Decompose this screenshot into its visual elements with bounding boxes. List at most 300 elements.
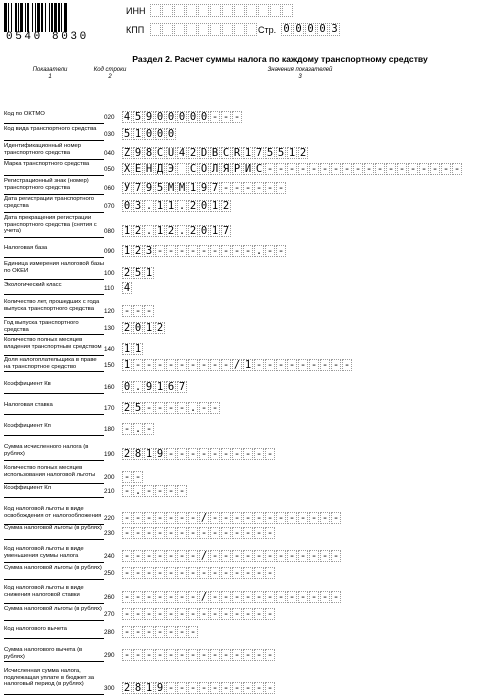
row-label: Количество полных месяцев владения транспортным средством (4, 337, 104, 356)
char-cell: - (123, 470, 131, 483)
table-row (0, 485, 485, 497)
col-code: Код строки 2 (93, 67, 127, 80)
row-label: Код налоговой льготы в виде уменьшения суммы налога (4, 546, 104, 563)
char-cell: - (145, 526, 153, 539)
row-value-cells[interactable] (122, 267, 155, 279)
char-cell: 2 (156, 321, 164, 334)
char-cell: - (321, 358, 329, 371)
char-cell: - (200, 681, 208, 694)
char-cell: - (233, 607, 241, 620)
char-cell: 3 (134, 199, 142, 212)
char-cell: С (189, 162, 197, 175)
table-row (0, 357, 485, 371)
char-cell: . (178, 199, 186, 212)
char-cell: - (266, 648, 274, 661)
row-code: 180 (104, 426, 115, 433)
char-cell: 7 (211, 181, 219, 194)
char-cell: - (156, 625, 164, 638)
row-label: Регистрационный знак (номер) транспортного средства (4, 178, 104, 195)
char-cell (186, 4, 197, 17)
row-label: Код налогового вычета (4, 626, 104, 639)
char-cell: - (189, 244, 197, 257)
char-cell: - (178, 447, 186, 460)
row-label: Налоговая ставка (4, 402, 104, 415)
row-value-cells[interactable] (122, 182, 287, 194)
char-cell: - (167, 590, 175, 603)
char-cell: 0 (200, 199, 208, 212)
char-cell: . (255, 244, 263, 257)
row-value-cells[interactable] (122, 245, 287, 257)
char-cell (210, 4, 221, 17)
char-cell: - (123, 526, 131, 539)
row-label: Год выпуска транспортного средства (4, 320, 104, 335)
char-cell: - (167, 401, 175, 414)
row-value-cells[interactable] (122, 381, 188, 393)
row-value-cells[interactable] (122, 626, 199, 638)
char-cell: . (134, 380, 142, 393)
char-cell: Д (156, 162, 164, 175)
char-cell: - (200, 401, 208, 414)
char-cell: - (178, 607, 186, 620)
row-code: 100 (104, 270, 115, 277)
char-cell: - (288, 549, 296, 562)
char-cell: 0 (178, 110, 186, 123)
row-label: Код налоговой льготы в виде снижения налоговой ставки (4, 585, 104, 604)
char-cell: - (134, 625, 142, 638)
char-cell: - (222, 526, 230, 539)
char-cell: - (266, 549, 274, 562)
kpp-cells[interactable] (150, 23, 258, 36)
char-cell: Я (222, 162, 230, 175)
char-cell: 2 (123, 681, 131, 694)
table-row (0, 161, 485, 175)
row-label: Коэффициент Кп (4, 423, 104, 436)
char-cell: - (211, 549, 219, 562)
char-cell: 1 (156, 199, 164, 212)
char-cell: 1 (244, 146, 252, 159)
char-cell: - (343, 162, 351, 175)
row-label: Идентификационный номер транспортного средства (4, 143, 104, 160)
char-cell: - (387, 162, 395, 175)
row-value-cells[interactable] (122, 225, 232, 237)
char-cell: Х (123, 162, 131, 175)
table-row (0, 606, 485, 620)
char-cell: 0 (167, 127, 175, 140)
char-cell: - (200, 526, 208, 539)
table-row (0, 402, 485, 414)
char-cell: - (233, 110, 241, 123)
row-value-cells[interactable] (122, 111, 243, 123)
char-cell: - (156, 549, 164, 562)
char-cell: 7 (222, 224, 230, 237)
char-cell: - (167, 484, 175, 497)
char-cell (234, 23, 245, 36)
char-cell: - (299, 511, 307, 524)
char-cell: C (222, 146, 230, 159)
char-cell: - (244, 607, 252, 620)
char-cell: - (244, 681, 252, 694)
barcode-icon (4, 3, 92, 32)
char-cell: 1 (156, 224, 164, 237)
char-cell: 2 (189, 146, 197, 159)
char-cell: 0 (145, 127, 153, 140)
row-code: 020 (104, 114, 115, 121)
char-cell: - (178, 648, 186, 661)
char-cell: 0 (123, 380, 131, 393)
char-cell: 5 (266, 146, 274, 159)
char-cell: 5 (123, 127, 131, 140)
char-cell: - (233, 549, 241, 562)
row-code: 070 (104, 203, 115, 210)
table-row (0, 196, 485, 212)
char-cell (222, 4, 233, 17)
char-cell: 7 (134, 181, 142, 194)
char-cell (174, 23, 185, 36)
row-value-cells[interactable] (122, 527, 276, 539)
char-cell: 0 (293, 23, 304, 36)
char-cell: - (233, 447, 241, 460)
char-cell: - (222, 181, 230, 194)
row-label: Код по ОКТМО (4, 111, 104, 124)
char-cell: - (145, 358, 153, 371)
char-cell: - (266, 566, 274, 579)
char-cell: . (178, 224, 186, 237)
char-cell: - (266, 447, 274, 460)
char-cell: 9 (200, 181, 208, 194)
char-cell: B (211, 146, 219, 159)
char-cell: - (167, 447, 175, 460)
char-cell: - (200, 447, 208, 460)
char-cell: - (244, 590, 252, 603)
char-cell: - (178, 526, 186, 539)
char-cell: 1 (145, 447, 153, 460)
char-cell (177, 163, 187, 175)
char-cell: 1 (211, 199, 219, 212)
char-cell: - (288, 162, 296, 175)
row-code: 220 (104, 515, 115, 522)
char-cell: - (255, 447, 263, 460)
char-cell: - (332, 162, 340, 175)
char-cell: - (123, 607, 131, 620)
row-value-cells[interactable] (122, 485, 188, 497)
char-cell: . (134, 422, 142, 435)
row-code: 250 (104, 570, 115, 577)
char-cell: 8 (145, 146, 153, 159)
char-cell: 7 (255, 146, 263, 159)
char-cell: - (266, 590, 274, 603)
table-row (0, 565, 485, 579)
char-cell: 0 (200, 224, 208, 237)
char-cell: 1 (167, 199, 175, 212)
row-value-cells[interactable] (122, 591, 342, 603)
char-cell: - (222, 358, 230, 371)
row-label: Коэффициент Кв (4, 381, 104, 394)
row-value-cells[interactable] (122, 512, 342, 524)
char-cell: 9 (145, 181, 153, 194)
row-value-cells[interactable] (122, 448, 276, 460)
char-cell: 1 (244, 358, 252, 371)
row-label: Доля налогоплательщика в праве на транспортное средство (4, 357, 104, 372)
char-cell: - (189, 526, 197, 539)
char-cell: - (431, 162, 439, 175)
char-cell: - (189, 447, 197, 460)
char-cell: - (189, 681, 197, 694)
char-cell: - (310, 162, 318, 175)
char-cell: - (376, 162, 384, 175)
row-code: 150 (104, 362, 115, 369)
row-value-cells[interactable] (122, 359, 353, 371)
char-cell: - (167, 358, 175, 371)
char-cell: - (244, 566, 252, 579)
char-cell: М (167, 181, 175, 194)
row-value-cells[interactable] (122, 200, 232, 212)
char-cell: - (222, 244, 230, 257)
char-cell: - (167, 244, 175, 257)
char-cell: - (200, 607, 208, 620)
char-cell: - (299, 358, 307, 371)
char-cell: - (178, 625, 186, 638)
table-row (0, 546, 485, 562)
char-cell: 2 (167, 224, 175, 237)
table-row (0, 337, 485, 355)
row-value-cells[interactable] (122, 343, 144, 355)
char-cell: 2 (134, 244, 142, 257)
table-row (0, 282, 485, 294)
char-cell: С (255, 162, 263, 175)
char-cell: D (200, 146, 208, 159)
row-value-cells[interactable] (122, 682, 276, 694)
row-code: 110 (104, 285, 115, 292)
char-cell: - (321, 511, 329, 524)
char-cell: - (255, 648, 263, 661)
char-cell: 5 (134, 110, 142, 123)
char-cell: - (145, 304, 153, 317)
char-cell (150, 23, 161, 36)
char-cell: - (145, 401, 153, 414)
kpp-label: КПП (126, 25, 145, 35)
char-cell: - (134, 304, 142, 317)
char-cell: - (167, 549, 175, 562)
row-value-cells[interactable] (122, 163, 463, 175)
char-cell: 9 (156, 447, 164, 460)
char-cell: - (409, 162, 417, 175)
char-cell: - (453, 162, 461, 175)
char-cell: - (321, 162, 329, 175)
table-row (0, 126, 485, 140)
row-value-cells[interactable] (122, 471, 144, 483)
char-cell: - (156, 401, 164, 414)
char-cell: 3 (329, 23, 340, 36)
row-label: Налоговая база (4, 245, 104, 258)
row-code: 190 (104, 451, 115, 458)
char-cell: - (145, 511, 153, 524)
char-cell: - (156, 358, 164, 371)
char-cell: Р (233, 162, 241, 175)
table-row (0, 668, 485, 694)
char-cell: - (255, 681, 263, 694)
char-cell: R (233, 146, 241, 159)
char-cell: - (332, 511, 340, 524)
char-cell: - (123, 625, 131, 638)
char-cell: - (299, 162, 307, 175)
char-cell: - (167, 625, 175, 638)
table-row (0, 320, 485, 334)
char-cell: 1 (145, 681, 153, 694)
row-label: Сумма налоговой льготы (в рублях) (4, 525, 104, 540)
char-cell: - (233, 244, 241, 257)
char-cell: 1 (211, 224, 219, 237)
table-row (0, 143, 485, 159)
table-row (0, 423, 485, 435)
char-cell: - (178, 401, 186, 414)
char-cell: - (222, 648, 230, 661)
char-cell: - (299, 549, 307, 562)
char-cell: - (134, 648, 142, 661)
char-cell: - (222, 447, 230, 460)
char-cell: - (145, 607, 153, 620)
row-code: 170 (104, 405, 115, 412)
char-cell (282, 4, 293, 17)
char-cell: Н (145, 162, 153, 175)
table-row (0, 215, 485, 237)
char-cell: - (266, 181, 274, 194)
char-cell: 1 (123, 244, 131, 257)
char-cell: . (145, 199, 153, 212)
char-cell: 4 (178, 146, 186, 159)
char-cell: Z (123, 146, 131, 159)
char-cell: - (211, 648, 219, 661)
char-cell: 6 (167, 380, 175, 393)
char-cell: - (156, 244, 164, 257)
row-code: 040 (104, 150, 115, 157)
char-cell: - (288, 511, 296, 524)
char-cell: - (288, 358, 296, 371)
table-row (0, 178, 485, 194)
row-value-cells[interactable] (122, 128, 177, 140)
char-cell: 5 (277, 146, 285, 159)
char-cell: 0 (305, 23, 316, 36)
char-cell: - (211, 401, 219, 414)
char-cell: - (233, 566, 241, 579)
char-cell: - (123, 590, 131, 603)
char-cell: - (167, 648, 175, 661)
char-cell: - (288, 590, 296, 603)
table-row (0, 585, 485, 603)
row-code: 120 (104, 308, 115, 315)
page-label: Стр. (258, 25, 277, 35)
row-code: 210 (104, 488, 115, 495)
char-cell: - (332, 358, 340, 371)
row-value-cells[interactable] (122, 402, 221, 414)
inn-cells[interactable] (150, 4, 294, 17)
row-value-cells[interactable] (122, 423, 155, 435)
char-cell: - (266, 526, 274, 539)
char-cell: - (277, 590, 285, 603)
char-cell: - (167, 607, 175, 620)
row-label: Коэффициент Кл (4, 485, 104, 498)
char-cell (258, 4, 269, 17)
char-cell: . (145, 224, 153, 237)
row-code: 300 (104, 685, 115, 692)
char-cell: - (178, 511, 186, 524)
char-cell: М (178, 181, 186, 194)
char-cell: 3 (145, 244, 153, 257)
row-value-cells[interactable] (122, 567, 276, 579)
char-cell (270, 4, 281, 17)
char-cell: - (134, 526, 142, 539)
char-cell: - (233, 590, 241, 603)
char-cell: - (145, 549, 153, 562)
char-cell: - (321, 549, 329, 562)
char-cell: - (145, 648, 153, 661)
char-cell: - (156, 607, 164, 620)
row-value-cells[interactable] (122, 282, 133, 294)
row-value-cells[interactable] (122, 649, 276, 661)
char-cell: 1 (123, 342, 131, 355)
char-cell: - (178, 358, 186, 371)
col-values: Значения показателей 3 (267, 67, 333, 80)
table-row (0, 111, 485, 123)
char-cell: 2 (222, 199, 230, 212)
section-title: Раздел 2. Расчет суммы налога по каждому транспортному средству (132, 54, 428, 64)
char-cell: 2 (134, 224, 142, 237)
row-value-cells[interactable] (122, 147, 309, 159)
row-value-cells[interactable] (122, 608, 276, 620)
char-cell: 0 (123, 199, 131, 212)
char-cell: - (321, 590, 329, 603)
char-cell: Е (134, 162, 142, 175)
char-cell: - (233, 648, 241, 661)
char-cell: - (189, 549, 197, 562)
col-indicators: Показатели 1 (32, 67, 68, 80)
char-cell (162, 4, 173, 17)
row-value-cells[interactable] (122, 322, 166, 334)
barcode-digits: 0540 8030 (6, 31, 89, 43)
char-cell: - (222, 566, 230, 579)
char-cell (198, 23, 209, 36)
char-cell: - (167, 526, 175, 539)
char-cell: - (277, 549, 285, 562)
char-cell: - (255, 549, 263, 562)
row-value-cells[interactable] (122, 550, 342, 562)
char-cell: 0 (189, 110, 197, 123)
char-cell: - (222, 110, 230, 123)
table-row (0, 444, 485, 460)
row-code: 090 (104, 248, 115, 255)
char-cell: - (255, 358, 263, 371)
table-row (0, 381, 485, 393)
char-cell: - (178, 590, 186, 603)
char-cell: - (310, 590, 318, 603)
char-cell: Э (167, 162, 175, 175)
char-cell: 0 (134, 321, 142, 334)
char-cell: - (211, 566, 219, 579)
char-cell: - (123, 422, 131, 435)
row-code: 130 (104, 325, 115, 332)
char-cell: 9 (134, 146, 142, 159)
char-cell: 1 (145, 266, 153, 279)
char-cell (186, 23, 197, 36)
char-cell: - (134, 511, 142, 524)
char-cell: - (156, 590, 164, 603)
char-cell: - (442, 162, 450, 175)
char-cell: У (123, 181, 131, 194)
char-cell: 1 (189, 181, 197, 194)
char-cell: - (156, 648, 164, 661)
row-value-cells[interactable] (122, 305, 155, 317)
char-cell: - (167, 566, 175, 579)
char-cell: - (189, 511, 197, 524)
